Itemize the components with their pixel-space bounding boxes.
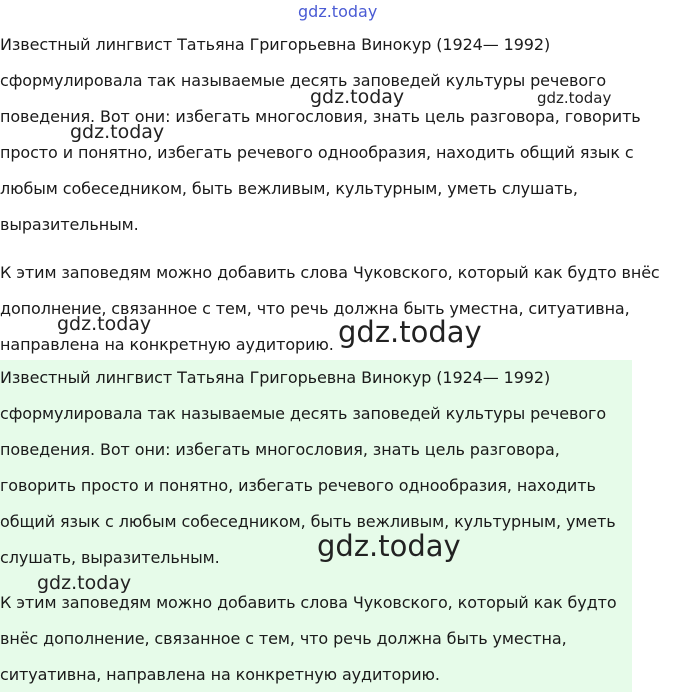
watermark: gdz.today [338,315,482,349]
watermark: gdz.today [537,89,612,107]
watermark: gdz.today [310,86,405,108]
watermark: gdz.today [37,572,132,594]
paragraph-original-2: К этим заповедям можно добавить слова Чуковского, который как будто внёс дополнение, связанное с тем, что речь должна быть уместна, ситуативна, направлена на конкретную аудиторию. [0,263,660,354]
watermark: gdz.today [70,121,165,143]
paragraph-corrected-2: К этим заповедям можно добавить слова Чуковского, который как будто внёс дополнение, связанное с тем, что речь должна быть уместна, ситуативна, направлена на конкретную аудиторию. [0,593,617,684]
watermark: gdz.today [317,529,461,563]
paragraph-corrected-1: Известный лингвист Татьяна Григорьевна Винокур (1924— 1992) сформулировала так называемые десять заповедей культуры речевого поведения. Вот они: избегать многословия, знать цель разговора, говорить просто и понятно, избегать речевого однообразия, находить общий язык с любым собеседником, быть вежливым, культурным, уметь слушать, выразительным. [0,368,616,567]
paragraph-original-1: Известный лингвист Татьяна Григорьевна Винокур (1924— 1992) сформулировала так называемые десять заповедей культуры речевого поведения. Вот они: избегать многословия, знать цель разговора, говорить просто и понятно, избегать речевого однообразия, находить общий язык с любым собеседником, быть вежливым, культурным, уметь слушать, выразительным. [0,35,641,234]
watermark: gdz.today [57,313,152,335]
watermark-top: gdz.today [298,2,378,21]
